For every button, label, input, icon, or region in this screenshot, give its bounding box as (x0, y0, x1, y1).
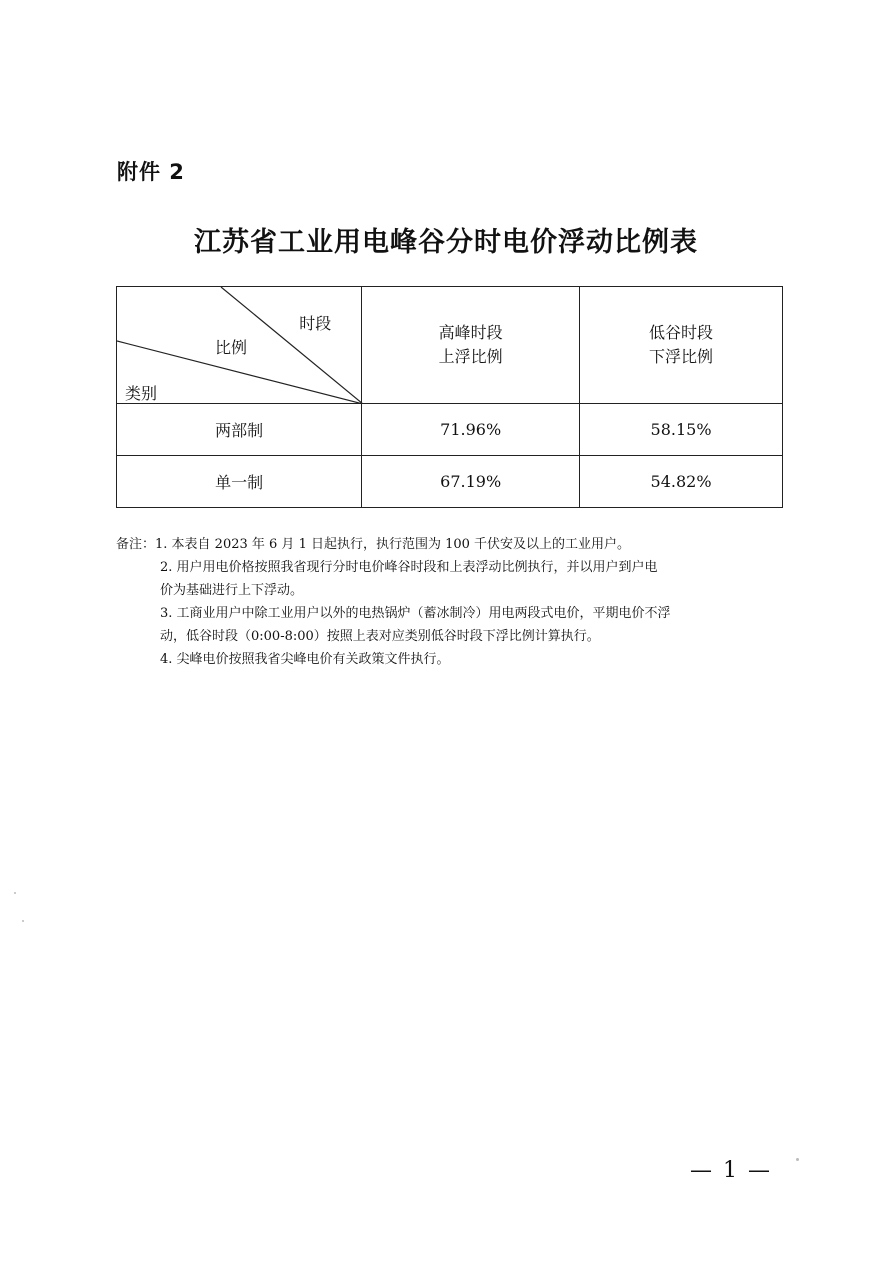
diag-label-period: 时段 (299, 314, 332, 333)
row-peak-value: 67.19% (362, 456, 580, 508)
attachment-label: 附件 2 (117, 160, 185, 184)
rate-table (116, 286, 783, 508)
notes-prefix: 备注： (116, 537, 156, 552)
note-3-line-1: 3. 工商业用户中除工业用户以外的电热锅炉（蓄冰制冷）用电两段式电价，平期电价不浮 (160, 606, 671, 621)
column-header-peak (362, 287, 580, 404)
note-1: 备注：1. 本表自 2023 年 6 月 1 日起执行，执行范围为 100 千伏安及以上的工业用户。 (116, 537, 631, 552)
row-category: 两部制 (117, 404, 362, 456)
diagonal-header-cell (117, 287, 362, 404)
scan-speck (796, 1158, 799, 1161)
column-header-valley-line1: 低谷时段 (649, 323, 714, 342)
diag-label-category: 类别 (125, 384, 158, 403)
scan-speck (14, 892, 16, 894)
row-category: 单一制 (117, 456, 362, 508)
diag-label-ratio: 比例 (215, 338, 248, 357)
table-header-row (117, 287, 783, 404)
note-3-line-2: 动，低谷时段（0:00-8:00）按照上表对应类别低谷时段下浮比例计算执行。 (160, 629, 600, 644)
row-peak-value: 71.96% (362, 404, 580, 456)
table-row (117, 404, 783, 456)
table-row (117, 456, 783, 508)
page-number: — 1 — (690, 1158, 772, 1183)
notes-section (116, 533, 796, 671)
row-valley-value: 54.82% (580, 456, 783, 508)
column-header-peak-line2: 上浮比例 (438, 347, 503, 366)
column-header-valley (580, 287, 783, 404)
note-4: 4. 尖峰电价按照我省尖峰电价有关政策文件执行。 (160, 652, 450, 667)
column-header-valley-line2: 下浮比例 (649, 347, 714, 366)
page-title: 江苏省工业用电峰谷分时电价浮动比例表 (194, 227, 698, 258)
note-2-line-2: 价为基础进行上下浮动。 (160, 583, 304, 598)
note-2-line-1: 2. 用户用电价格按照我省现行分时电价峰谷时段和上表浮动比例执行，并以用户到户电 (160, 560, 658, 575)
scan-speck (22, 920, 24, 922)
column-header-peak-line1: 高峰时段 (438, 323, 503, 342)
row-valley-value: 58.15% (580, 404, 783, 456)
